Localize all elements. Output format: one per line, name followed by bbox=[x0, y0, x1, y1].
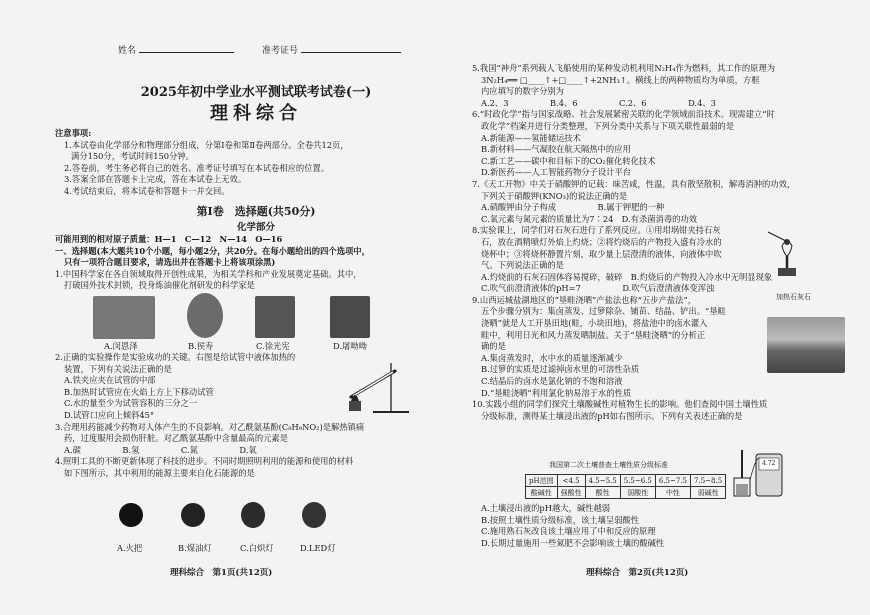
name-label: 姓名 bbox=[118, 46, 137, 56]
q1-option-b: B.侯寿 bbox=[188, 341, 214, 351]
text-line: A.灼烧前的石灰石固体容易搅碎，破碎 B.灼烧后的产物投入冷水中无明显现象 bbox=[481, 271, 773, 282]
table-row: pH范围 <4.5 4.5~5.5 5.5~6.5 6.5~7.5 7.5~8.5 bbox=[526, 475, 726, 487]
portrait-tu-youyou-image bbox=[330, 296, 370, 338]
text-line: C.施用熟石灰改良该土壤应用了中和反应的原理 bbox=[481, 526, 656, 537]
salt-field-photo bbox=[767, 317, 845, 373]
text-line: D.新医药——人工智能药物分子设计平台 bbox=[481, 167, 632, 178]
burner-caption: 加热石灰石 bbox=[776, 293, 811, 301]
text-line: C.新工艺——碳中和目标下的CO₂催化转化技术 bbox=[481, 155, 656, 166]
text-line: D.“垦畦浇晒”利用氯化钠易溶于水的性质 bbox=[481, 387, 632, 398]
text-line: 内应填写的数字分别为 bbox=[481, 86, 564, 97]
torch-image bbox=[119, 503, 143, 527]
text-line: 2.正确的实验操作是实验成功的关键。右图是给试管中液体加热的 bbox=[55, 352, 296, 362]
footer-right: 理科综合 第2页(共12页) bbox=[586, 568, 689, 578]
text-line: 烧杯中；③将烧杯静置片刻，取少量上层澄清的液体，向液体中吹 bbox=[481, 248, 722, 259]
text-line: B.按照土壤性质分级标准，该土壤呈弱酸性 bbox=[481, 514, 640, 525]
text-line: 如下图所示，其中利用的能源主要来自化石能源的是 bbox=[64, 467, 255, 478]
text-line: 政化学”档案并进行分类整理，下列分类中关系与下项关联性最弱的是 bbox=[481, 120, 735, 131]
exam-subject: 理科综合 bbox=[210, 103, 302, 124]
notice-item: 满分150分，考试时间150分钟。 bbox=[71, 151, 194, 162]
text-line: A.铁夹应夹在试管的中部 bbox=[64, 375, 156, 386]
q1-option-a: A.闵恩泽 bbox=[104, 341, 138, 351]
text-line: 畦中，利用日光和风力蒸发晒制盐。关于“垦畦浇晒”的分析正 bbox=[481, 329, 706, 340]
table-row: 酸碱性 强酸性 酸性 弱酸性 中性 弱碱性 bbox=[526, 487, 726, 499]
notice-title: 注意事项: bbox=[55, 128, 92, 138]
limestone-heating-diagram bbox=[762, 228, 824, 284]
notice-item: 2.答卷前，考生务必将自己的姓名、准考证号填写在本试卷相应的位置。 bbox=[64, 162, 330, 173]
text-line: 7.《天工开物》中关于硝酸钾的记载：味苦咸，性温，具有散坚散积，解毒消肿的功效， bbox=[472, 178, 796, 189]
text-line: A.2、3 B.4、6 C.2、6 D.4、3 bbox=[481, 97, 716, 108]
text-line: C.水的量至少为试管容积的三分之一 bbox=[64, 398, 198, 409]
notice-item: 4.考试结束后，将本试卷和答题卡一并交回。 bbox=[64, 185, 230, 196]
text-line: 石，放在酒精喷灯外焰上灼烧；②将灼烧后的产物投入盛有冷水的 bbox=[481, 236, 722, 247]
ph-table-title: 我国第二次土壤普查土壤性质分级标准 bbox=[549, 461, 668, 469]
text-line: 药，过度服用会损伤肝脏。对乙酰氨基酚中含量最高的元素是 bbox=[64, 433, 289, 444]
text-line: D.试管口应向上倾斜45° bbox=[64, 409, 155, 420]
ph-grading-table bbox=[525, 474, 726, 499]
text-line: 分级标准，测得某土壤浸出液的pH如右图所示。下列有关表述正确的是 bbox=[481, 410, 743, 421]
text-line: A.碳 B.氢 C.氮 D.氧 bbox=[64, 444, 257, 455]
text-line: 6.“时政化学”指与国家战略、社会发展紧密关联的化学领域前沿技术。现需建立“时 bbox=[472, 109, 775, 120]
left-questions-a bbox=[55, 234, 457, 292]
text-line: 5.我国“神舟”系列载人飞船使用的某种发动机利用N₂H₄作为燃料，其工作的原理为 bbox=[472, 63, 776, 73]
notice-item: 1.本试卷由化学部分和物理部分组成，分第Ⅰ卷和第Ⅱ卷两部分。全卷共12页， bbox=[64, 139, 349, 150]
ticket-number-label: 准考证号 bbox=[262, 46, 299, 56]
q1-option-d: D.屠呦呦 bbox=[333, 341, 367, 351]
q4-option-d: D.LED灯 bbox=[300, 543, 336, 553]
text-line: B.新材料——气凝胶在航天隔热中的应用 bbox=[481, 144, 631, 155]
text-line: 只有一项符合题目要求，请选出并在答题卡上将该项涂黑) bbox=[64, 257, 276, 268]
text-line: B.过箩的实质是过滤掉卤水里的可溶性杂质 bbox=[481, 364, 640, 375]
text-line: 1.中国科学家在各自领域取得开创性成果，为相关学科和产业发展奠定基础。其中， bbox=[55, 268, 362, 279]
text-line: C.氧元素与氮元素的质量比为7∶24 D.有杀菌消毒的功效 bbox=[481, 213, 698, 224]
text-line: D.长期过量施用一些氮肥不会影响该土壤的酸碱性 bbox=[481, 537, 665, 548]
text-line: 3.合理用药能减少药物对人体产生的不良影响。对乙酰氨基酚(C₈H₉NO₂)是解热镇痛 bbox=[55, 421, 365, 432]
ph-meter-diagram bbox=[730, 448, 786, 500]
ph-meter-reading: 4.72 bbox=[762, 460, 776, 467]
text-line: 8.实验课上，同学们对石灰石进行了系列反应。①用坩埚钳夹持石灰 bbox=[472, 225, 721, 236]
text-line: 五个步骤分别为：集卤蒸发、过箩除杂、铺苗、结晶、铲出。“垦畦 bbox=[481, 306, 726, 317]
text-line: 3N₂H₄══ □____↑+□____↑+2NH₃↑。横线上的两种物质均为单质，方框 bbox=[481, 74, 760, 85]
text-line: A.新能源——氢能储运技术 bbox=[481, 132, 581, 143]
ticket-number-field[interactable] bbox=[262, 43, 401, 56]
led-bulb-image bbox=[302, 502, 326, 528]
portrait-xu-guangxian-image bbox=[255, 296, 295, 338]
text-line: B.加热时试管应在火焰上方上下移动试管 bbox=[64, 386, 214, 397]
text-line: 可能用到的相对原子质量：H—1 C—12 N—14 O—16 bbox=[55, 234, 283, 244]
q1-option-c: C.徐光宪 bbox=[256, 341, 290, 351]
q4-option-c: C.白炽灯 bbox=[240, 543, 274, 553]
notice-item: 3.答案全部在答题卡上完成，答在本试卷上无效。 bbox=[64, 174, 247, 185]
right-questions-b bbox=[472, 503, 847, 549]
text-line: 装置，下列有关说法正确的是 bbox=[64, 363, 172, 374]
text-line: 4.照明工具的不断更新体现了科技的进步。不同时期照明利用的能源和使用的材料 bbox=[55, 456, 354, 467]
text-line: 9.山西运城盐湖地区的“垦畦浇晒”产盐法也称“五步产盐法”， bbox=[472, 294, 697, 305]
text-line: A.集卤蒸发时，水中水的质量逐渐减少 bbox=[481, 352, 623, 363]
name-field[interactable] bbox=[118, 43, 234, 56]
section-part: 化学部分 bbox=[236, 222, 275, 233]
text-line: A.硝酸钾由分子构成 B.属于钾肥的一种 bbox=[481, 202, 665, 213]
text-line: 10.实践小组的同学们探究土壤酸碱性对植物生长的影响。他们查阅中国土壤性质 bbox=[472, 399, 768, 410]
text-line: 气。下列说法正确的是 bbox=[481, 260, 564, 271]
kerosene-lamp-image bbox=[181, 503, 205, 527]
q4-option-a: A.火把 bbox=[117, 543, 143, 553]
text-line: 下列关于硝酸钾(KNO₃)的说法正确的是 bbox=[481, 190, 628, 201]
text-line: C.吹气前澄清液体的pH=7 D.吹气后澄清液体变浑浊 bbox=[481, 283, 715, 294]
notice-block bbox=[55, 128, 457, 198]
incandescent-bulb-image bbox=[241, 502, 265, 528]
text-line: C.结晶后的卤水是氯化钠的不饱和溶液 bbox=[481, 376, 623, 387]
portrait-min-enze-image bbox=[93, 296, 155, 339]
section-title: 第Ⅰ卷 选择题(共50分) bbox=[196, 205, 316, 218]
text-line: 打破国外技术封锁，投身炼油催化剂研发的科学家是 bbox=[64, 280, 255, 291]
test-tube-heating-diagram bbox=[343, 357, 415, 415]
exam-title: 2025年初中学业水平测试联考试卷(一) bbox=[140, 85, 372, 100]
text-line: 确的是 bbox=[481, 341, 506, 352]
text-line: 一、选择题(本大题共10个小题，每小题2分，共20分。在每小题给出的四个选项中， bbox=[55, 245, 370, 256]
portrait-hou-debang-image bbox=[187, 293, 223, 338]
q4-option-b: B.煤油灯 bbox=[178, 543, 212, 553]
text-line: 浇晒”就是人工开垦田地(畦，小块田地)，将盐池中的卤水灌入 bbox=[481, 318, 708, 329]
footer-left: 理科综合 第1页(共12页) bbox=[170, 568, 273, 578]
text-line: A.土壤浸出液的pH越大，碱性越弱 bbox=[481, 503, 611, 513]
